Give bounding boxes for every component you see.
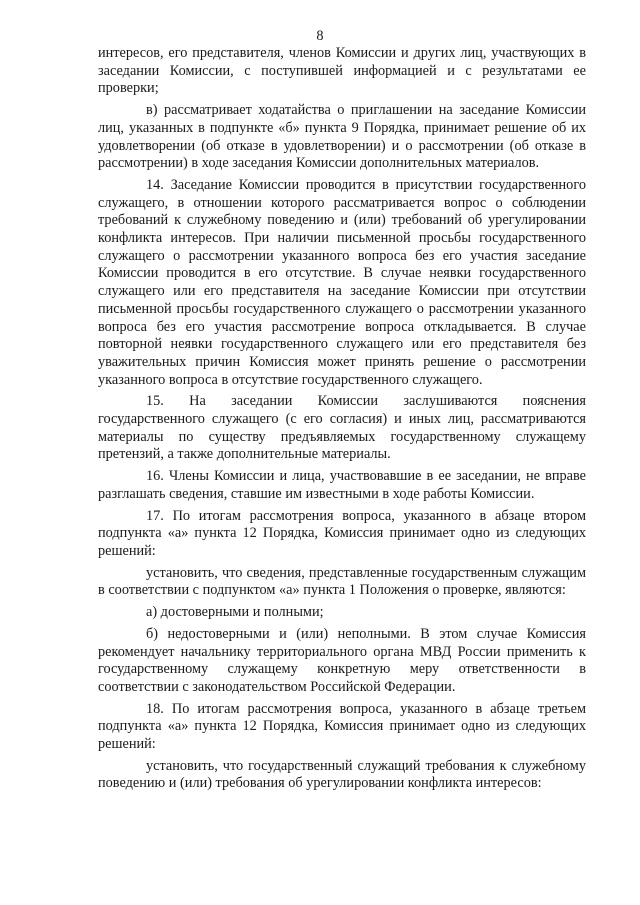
document-body [98,45,586,797]
paragraph-17-establish: установить, что сведения, представленные государственным служащим в соответствии с подпунктом «а» пункта 1 Положения о проверке, являются: [98,564,586,599]
page-number: 8 [316,28,324,44]
paragraph-17: 17. По итогам рассмотрения вопроса, указанного в абзаце втором подпункта «а» пункта 12 Порядка, Комиссия принимает одно из следующих решений: [98,507,586,559]
paragraph-16: 16. Члены Комиссии и лица, участвовавшие в ее заседании, не вправе разглашать сведения, ставшие им известными в ходе работы Комиссии. [98,468,586,502]
paragraph-17-b: б) недостоверными и (или) неполными. В этом случае Комиссия рекомендует начальнику территориального органа МВД России применить к государственному служащему конкретную меру ответственности в соответствии с законодательством Российской Федерации. [98,625,586,695]
paragraph-subitem-v: в) рассматривает ходатайства о приглашении на заседание Комиссии лиц, указанных в подпункте «б» пункта 9 Порядка, принимает решение об их удовлетворении (об отказе в удовлетворении) и о рассмотрении (об отказе в рассмотрении) в ходе заседания Комиссии дополнительных материалов. [98,102,586,172]
paragraph-14: 14. Заседание Комиссии проводится в присутствии государственного служащего, в отношении которого рассматривается вопрос о соблюдении требований к служебному поведению и (или) требований об урегулировании конфликта интересов. При наличии письменной просьбы государственного служащего о рассмотрении указанного вопроса без его участия заседание Комиссии проводится в его отсутствие. В случае неявки государственного служащего или его представителя на заседание Комиссии при отсутствии письменной просьбы государственного служащего о рассмотрении указанного вопроса без его участия рассмотрение вопроса откладывается. В случае повторной неявки государственного служащего или его представителя без уважительных причин Комиссия может принять решение о рассмотрении указанного вопроса в отсутствие государственного служащего. [98,176,586,388]
paragraph-18-establish: установить, что государственный служащий требования к служебному поведению и (или) требования об урегулировании конфликта интересов: [98,757,586,792]
paragraph-continuation: интересов, его представителя, членов Комиссии и других лиц, участвующих в заседании Комиссии, с поступившей информацией и с результатами ее проверки; [98,45,586,97]
paragraph-17-a: а) достоверными и полными; [146,604,324,621]
paragraph-18: 18. По итогам рассмотрения вопроса, указанного в абзаце третьем подпункта «а» пункта 12 Порядка, Комиссия принимает одно из следующих решений: [98,700,586,753]
paragraph-15: 15. На заседании Комиссии заслушиваются пояснения государственного служащего (с его согласия) и иных лиц, рассматриваются материалы по существу предъявляемых государственному служащему претензий, а также дополнительные материалы. [98,393,586,463]
